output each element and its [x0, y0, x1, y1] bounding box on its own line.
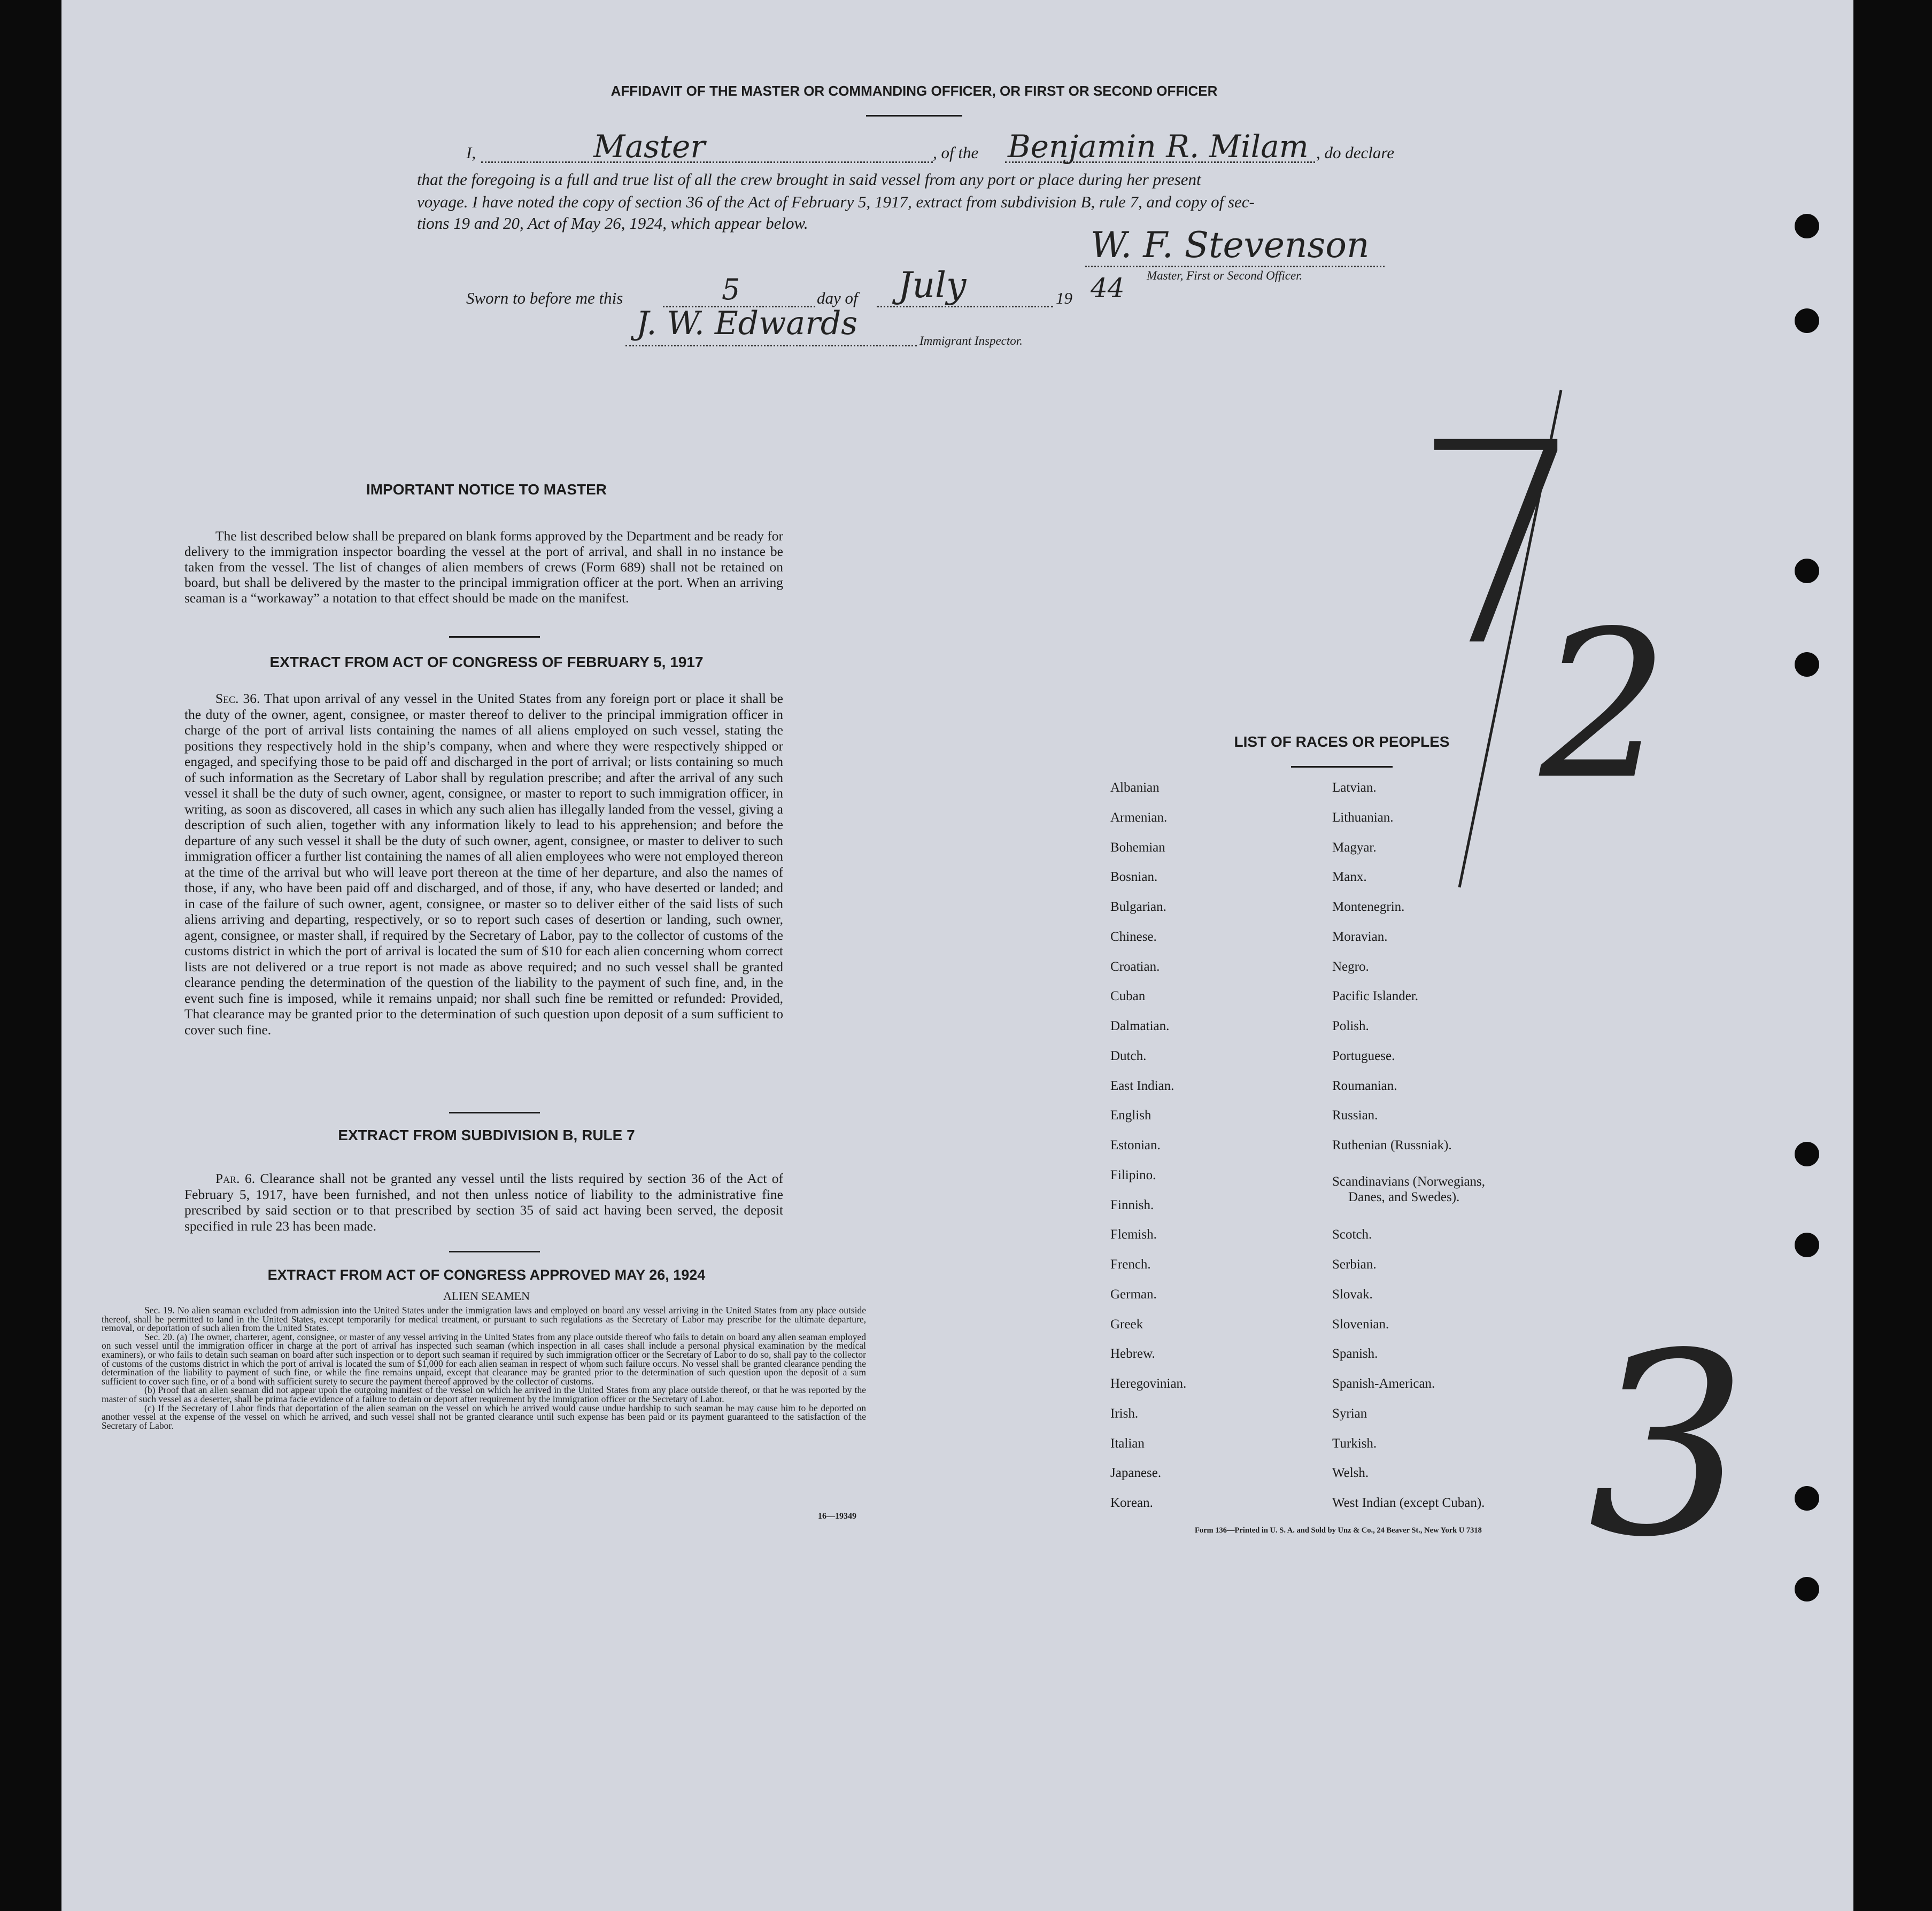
race-right-item: Spanish-American. [1332, 1376, 1435, 1391]
race-right-item: Russian. [1332, 1108, 1378, 1123]
form-number: 16—19349 [818, 1512, 856, 1521]
affidavit-line3: voyage. I have noted the copy of section 36 of the Act of February 5, 1917, extract from subdivision B, rule 7, and copy of sec- [417, 192, 1255, 211]
race-left-item: Flemish. [1110, 1227, 1157, 1242]
day-of-text: day of [817, 289, 858, 307]
punch-hole [1795, 1486, 1819, 1511]
race-left-item: East Indian. [1110, 1079, 1174, 1093]
extract-1917-body [184, 691, 783, 1038]
race-right-item: Welsh. [1332, 1466, 1369, 1480]
sec-36-label: Sec. 36. [215, 691, 260, 706]
notice-heading: IMPORTANT NOTICE TO MASTER [366, 481, 607, 498]
punch-hole [1795, 214, 1819, 238]
par-6-label: Par. 6. [215, 1171, 256, 1186]
race-left-item: Estonian. [1110, 1138, 1161, 1152]
race-left-item: Bosnian. [1110, 870, 1158, 884]
race-right-item: Portuguese. [1332, 1049, 1395, 1063]
race-left-item: Filipino. [1110, 1168, 1156, 1182]
alien-seamen-subheading: ALIEN SEAMEN [443, 1289, 530, 1303]
race-left-item: German. [1110, 1287, 1157, 1302]
rank-handwritten: Master [593, 128, 706, 165]
race-right-item: Negro. [1332, 960, 1369, 974]
race-left-item: Cuban [1110, 989, 1146, 1003]
sec-20c-text: (c) If the Secretary of Labor finds that deportation of the alien seaman on the vessel on which he arrived would cause undue hardship to such seaman he may cause him to be deported on another vessel at the expense of the vessel on which he arrived, and such vessel shall not be granted clearance until such expense has been paid or its payment guaranteed to the satisfaction of the Secretary of Labor. [102, 1402, 866, 1431]
fraction-denominator: 2 [1540, 587, 1669, 824]
year-handwritten: 44 [1091, 273, 1125, 304]
master-caption: Master, First or Second Officer. [1147, 269, 1303, 282]
punch-hole [1795, 1142, 1819, 1166]
master-signature-line [1085, 266, 1385, 267]
subdivision-b-body [184, 1171, 783, 1234]
extract-1917-rule [449, 1112, 540, 1113]
affidavit-line4: tions 19 and 20, Act of May 26, 1924, which appear below. [417, 214, 808, 233]
race-right-item: Ruthenian (Russniak). [1332, 1138, 1452, 1152]
punch-hole [1795, 1577, 1819, 1601]
race-left-item: Bohemian [1110, 840, 1165, 855]
rank-dotted-line [481, 161, 933, 163]
race-right-item: Latvian. [1332, 780, 1377, 795]
sec-36-text: That upon arrival of any vessel in the United States from any foreign port or place it shall be the duty of the owner, agent, consignee, or master thereof to deliver to the principal immigration officer in charge of the port of arrival lists containing the names of all aliens employed on such vessel, stating the positions they respectively hold in the ship’s company, when and where they were respectively shipped or engaged, and specifying those to be paid off and discharged in the port of arrival; or lists containing so much of such information as the Secretary of Labor shall by regulation prescribe; and after the arrival of any such vessel it shall be the duty of such owner, agent, consignee, or master to report to such immigration officer, in writing, as soon as discovered, all cases in which any such alien has illegally landed from the vessel, giving a description of such alien, together with any information likely to lead to his apprehension; and before the departure of any such vessel it shall be the duty of such owner, agent, consignee, or master to deliver to such immigration officer a further list containing the names of all alien employees who were not employed thereon at the time of the arrival but who will leave port thereon at the time of her departure, and also the names of those, if any, who have been paid off and discharged, and of those, if any, who have deserted or landed; and in case of the failure of such owner, agent, consignee, or master so to deliver either of the said lists of such aliens arriving and departing, respectively, or so to report such cases of desertion or landing, such owner, agent, consignee, or master shall, if required by the Secretary of Labor, pay to the collector of customs of the customs district in which the port of arrival is located the sum of $10 for each alien concerning whom correct lists are not delivered or a true report is not made as above required; and no such vessel shall be granted clearance pending the determination of the question of the liability to the payment of such fine, and, in the event such fine is imposed, while it remains unpaid; nor shall such fine be remitted or refunded: Provided, That clearance may be granted prior to the determination of such question upon deposit of a sum sufficient to cover such fine. [184, 691, 783, 1038]
sec-19-text: Sec. 19. No alien seaman excluded from admission into the United States under the immigration laws and employed on board any vessel arriving in the United States from any place outside thereof, shall be permitted to land in the United States, except temporarily for medical treatment, or pursuant to such regulations as the Secretary of Labor may prescribe for the ultimate departure, removal, or deportation of such alien from the United States. [102, 1305, 866, 1334]
race-left-item: Japanese. [1110, 1466, 1162, 1480]
race-left-item: English [1110, 1108, 1152, 1123]
master-signature: W. F. Stevenson [1091, 225, 1370, 266]
extract-1924-heading: EXTRACT FROM ACT OF CONGRESS APPROVED MAY 26, 1924 [267, 1267, 706, 1283]
fraction-numerator: 7 [1411, 383, 1588, 707]
race-right-item: Scotch. [1332, 1227, 1372, 1242]
race-left-item: Dalmatian. [1110, 1019, 1170, 1033]
race-left-item: French. [1110, 1257, 1151, 1272]
inspector-caption: Immigrant Inspector. [919, 334, 1023, 347]
races-rule [1291, 766, 1393, 768]
punch-hole [1795, 559, 1819, 583]
race-left-item: Greek [1110, 1317, 1143, 1332]
race-left-item: Albanian [1110, 780, 1160, 795]
race-right-item: Montenegrin. [1332, 900, 1405, 914]
par-6-text: Clearance shall not be granted any vessel until the lists required by section 36 of the Act of February 5, 1917, have been furnished, and not then unless notice of liability to the administrative fine prescribed by said section or to that prescribed by section 35 of said act having been served, the deposit specified in rule 23 has been made. [184, 1171, 784, 1234]
race-right-item: Polish. [1332, 1019, 1369, 1033]
race-left-item: Dutch. [1110, 1049, 1147, 1063]
race-left-item: Finnish. [1110, 1198, 1154, 1212]
punch-hole [1795, 1233, 1819, 1257]
do-declare-text: , do declare [1316, 143, 1395, 162]
title-rule [866, 115, 962, 117]
subdivision-b-rule [449, 1251, 540, 1252]
punch-hole [1795, 652, 1819, 677]
extract-1917-heading: EXTRACT FROM ACT OF CONGRESS OF FEBRUARY 5, 1917 [269, 654, 704, 670]
race-right-item: Turkish. [1332, 1436, 1377, 1451]
sec-20b-text: (b) Proof that an alien seaman did not appear upon the outgoing manifest of the vessel on which he arrived in the United States from any place outside thereof, or that he was reported by the master of such vessel as a deserter, shall be prima facie evidence of a failure to detain or deport after requirement by the immigration officer or the Secretary of Labor. [102, 1384, 866, 1404]
race-right-item: Lithuanian. [1332, 810, 1394, 825]
punch-hole [1795, 308, 1819, 333]
inspector-signature-line [625, 345, 917, 346]
race-right-item: Syrian [1332, 1406, 1367, 1421]
inspector-signature: J. W. Edwards [636, 305, 858, 342]
month-dotted-line [877, 306, 1053, 307]
races-heading: LIST OF RACES OR PEOPLES [1234, 733, 1450, 750]
race-left-item: Hebrew. [1110, 1347, 1155, 1361]
annotation-number: 3 [1588, 1299, 1748, 1592]
race-left-item: Croatian. [1110, 960, 1160, 974]
of-the-text: , of the [933, 143, 979, 162]
vessel-handwritten: Benjamin R. Milam [1008, 128, 1309, 165]
race-right-item: Spanish. [1332, 1347, 1378, 1361]
extract-1924-body [102, 1306, 866, 1430]
race-right-item: Slovak. [1332, 1287, 1373, 1302]
month-handwritten: July [898, 265, 967, 306]
notice-body: The list described below shall be prepared on blank forms approved by the Department and be ready for delivery to the immigration inspector boarding the vessel at the port of arrival, and shall in no instance be taken from the vessel. The list of changes of alien members of crews (Form 689) shall not be retained on board, but shall be delivered by the master to the principal immigration officer at the port. When an arriving seaman is a “workaway” a notation to that effect should be made on the manifest. [184, 528, 783, 606]
affidavit-line2: that the foregoing is a full and true list of all the crew brought in said vessel from any port or place during her present [417, 170, 1201, 189]
race-right-item: Magyar. [1332, 840, 1377, 855]
race-right-item: Manx. [1332, 870, 1367, 884]
race-right-item: Pacific Islander. [1332, 989, 1419, 1003]
race-right-item: Moravian. [1332, 930, 1388, 944]
sec-20a-text: Sec. 20. (a) The owner, charterer, agent, consignee, or master of any vessel arriving in the United States from any place outside thereof who fails to detain on board any alien seaman employed on such vessel until the immigration officer in charge at the port of arrival has inspected such seaman (which inspection in all cases shall include a personal physical examination by the medical examiners), or who fails to detain such seaman on board after such inspection or to deport such seaman if required by such immigration officer or the Secretary of Labor to do so, shall pay to the collector of customs of the customs district in which the port of arrival is located the sum of $1,000 for each alien seaman in respect of whom such failure occurs. No vessel shall be granted clearance pending the determination of the liability to payment of such fine, or while the fine remains unpaid, except that clearance may be granted prior to the determination of such question upon the deposit of a sum sufficient to cover such fine, or of a bond with sufficient surety to secure the payment thereof approved by the collector of customs. [102, 1331, 866, 1387]
printer-line: Form 136—Printed in U. S. A. and Sold by Unz & Co., 24 Beaver St., New York U 7318 [1195, 1526, 1482, 1535]
race-right-item: Scandinavians (Norwegians, [1332, 1174, 1486, 1189]
race-left-item: Italian [1110, 1436, 1145, 1451]
race-right-item: Roumanian. [1332, 1079, 1397, 1093]
race-left-item: Bulgarian. [1110, 900, 1166, 914]
subdivision-b-heading: EXTRACT FROM SUBDIVISION B, RULE 7 [338, 1127, 635, 1143]
race-left-item: Irish. [1110, 1406, 1139, 1421]
sworn-prefix: Sworn to before me this [466, 289, 623, 307]
race-right-item: Slovenian. [1332, 1317, 1389, 1332]
notice-rule [449, 636, 540, 638]
day-handwritten: 5 [722, 273, 740, 306]
affidavit-title: AFFIDAVIT OF THE MASTER OR COMMANDING OFFICER, OR FIRST OR SECOND OFFICER [610, 83, 1218, 99]
race-right-item: West Indian (except Cuban). [1332, 1496, 1485, 1510]
race-right-item: Danes, and Swedes). [1348, 1190, 1460, 1204]
race-left-item: Chinese. [1110, 930, 1157, 944]
race-left-item: Armenian. [1110, 810, 1168, 825]
i-prefix: I, [466, 143, 476, 162]
race-right-item: Serbian. [1332, 1257, 1377, 1272]
race-left-item: Heregovinian. [1110, 1376, 1187, 1391]
race-left-item: Korean. [1110, 1496, 1153, 1510]
year-prefix: 19 [1056, 289, 1072, 307]
